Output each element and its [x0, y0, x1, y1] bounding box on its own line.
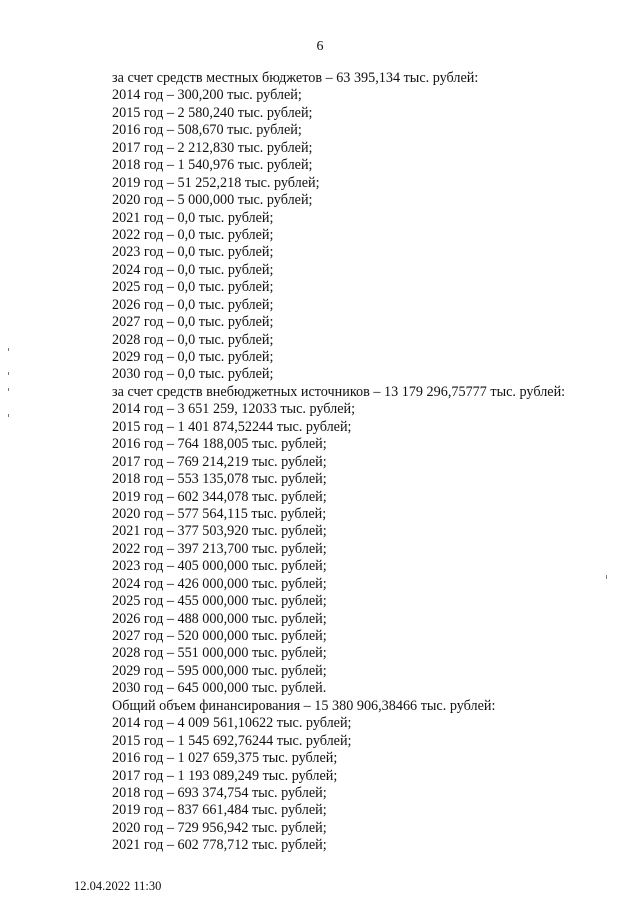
text-line: 2014 год – 300,200 тыс. рублей; [112, 87, 302, 104]
text-line: 2016 год – 508,670 тыс. рублей; [112, 122, 302, 139]
scan-mark [8, 348, 9, 351]
text-line: 2021 год – 602 778,712 тыс. рублей; [112, 837, 327, 854]
page-number: 6 [316, 39, 324, 54]
text-line: 2023 год – 0,0 тыс. рублей; [112, 244, 274, 261]
text-line: 2024 год – 0,0 тыс. рублей; [112, 261, 274, 278]
text-line: 2019 год – 51 252,218 тыс. рублей; [112, 174, 320, 191]
text-line: 2029 год – 0,0 тыс. рублей; [112, 349, 274, 365]
text-line: 2023 год – 405 000,000 тыс. рублей; [112, 558, 327, 575]
text-line: 2024 год – 426 000,000 тыс. рублей; [112, 575, 327, 592]
text-line: 2018 год – 553 135,078 тыс. рублей; [112, 471, 327, 488]
text-line: 2020 год – 729 956,942 тыс. рублей; [112, 819, 327, 836]
text-line: 2019 год – 837 661,484 тыс. рублей; [112, 802, 327, 819]
text-line: за счет средств внебюджетных источников – 13 179 296,75777 тыс. рублей: [112, 383, 566, 400]
text-line: 2030 год – 0,0 тыс. рублей; [112, 366, 274, 383]
text-line: 2017 год – 1 193 089,249 тыс. рублей; [112, 767, 338, 784]
text-line: 2025 год – 0,0 тыс. рублей; [112, 279, 274, 296]
scan-mark [8, 414, 9, 417]
text-line: 2021 год – 377 503,920 тыс. рублей; [112, 523, 327, 540]
text-line: 2016 год – 1 027 659,375 тыс. рублей; [112, 750, 338, 767]
text-line: 2016 год – 764 188,005 тыс. рублей; [112, 436, 327, 453]
text-line: 2027 год – 520 000,000 тыс. рублей; [112, 628, 327, 644]
text-line: 2030 год – 645 000,000 тыс. рублей. [112, 680, 327, 697]
scan-mark [8, 388, 9, 391]
scan-mark [8, 372, 9, 375]
text-line: 2020 год – 5 000,000 тыс. рублей; [112, 192, 313, 209]
text-line: 2017 год – 769 214,219 тыс. рублей; [112, 453, 327, 470]
text-line: 2014 год – 3 651 259, 12033 тыс. рублей; [112, 401, 356, 418]
text-line: 2020 год – 577 564,115 тыс. рублей; [112, 505, 327, 522]
text-line: 2015 год – 2 580,240 тыс. рублей; [112, 104, 313, 121]
text-line: 2017 год – 2 212,830 тыс. рублей; [112, 139, 313, 156]
text-line: 2027 год – 0,0 тыс. рублей; [112, 314, 274, 331]
text-line: 2025 год – 455 000,000 тыс. рублей; [112, 593, 327, 610]
text-line: 2026 год – 0,0 тыс. рублей; [112, 296, 274, 313]
text-line: 2018 год – 693 374,754 тыс. рублей; [112, 784, 327, 801]
text-line: 2022 год – 397 213,700 тыс. рублей; [112, 540, 327, 557]
text-line: 2015 год – 1 545 692,76244 тыс. рублей; [112, 732, 352, 749]
text-line: 2015 год – 1 401 874,52244 тыс. рублей; [112, 418, 352, 435]
text-line: Общий объем финансирования – 15 380 906,38466 тыс. рублей: [112, 697, 496, 714]
document-body [112, 70, 622, 855]
text-line: за счет средств местных бюджетов – 63 395,134 тыс. рублей: [112, 70, 479, 86]
text-line: 2029 год – 595 000,000 тыс. рублей; [112, 662, 327, 679]
text-line: 2028 год – 0,0 тыс. рублей; [112, 331, 274, 348]
text-line: 2019 год – 602 344,078 тыс. рублей; [112, 488, 327, 505]
text-line: 2021 год – 0,0 тыс. рублей; [112, 209, 274, 226]
scan-mark [606, 575, 607, 579]
print-timestamp: 12.04.2022 11:30 [74, 879, 162, 893]
text-line: 2022 год – 0,0 тыс. рублей; [112, 226, 274, 243]
text-line: 2028 год – 551 000,000 тыс. рублей; [112, 645, 327, 662]
text-line: 2026 год – 488 000,000 тыс. рублей; [112, 610, 327, 627]
text-line: 2014 год – 4 009 561,10622 тыс. рублей; [112, 715, 352, 732]
text-line: 2018 год – 1 540,976 тыс. рублей; [112, 157, 313, 174]
